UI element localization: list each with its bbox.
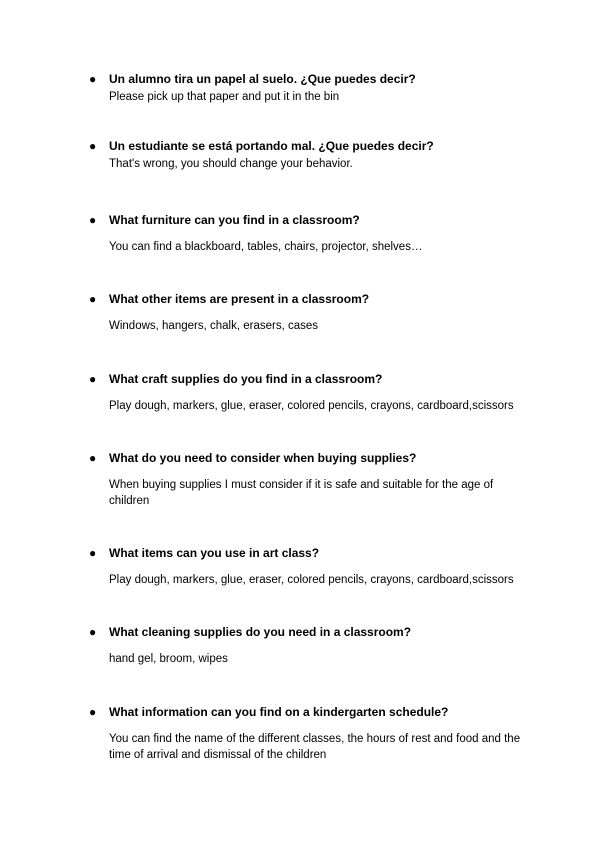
answer-text: You can find the name of the different classes, the hours of rest and food and the time of arrival and dismissal of the children: [109, 733, 521, 761]
bullet-icon: ●: [89, 705, 97, 719]
question-text: What other items are present in a classroom?: [109, 292, 370, 306]
bullet-icon: ●: [89, 625, 97, 639]
bullet-icon: ●: [89, 72, 97, 86]
answer-text: Windows, hangers, chalk, erasers, cases: [109, 320, 319, 332]
bullet-icon: ●: [89, 451, 97, 465]
answer-text: You can find a blackboard, tables, chairs, projector, shelves…: [109, 241, 423, 253]
answer-text: That's wrong, you should change your behavior.: [109, 158, 353, 170]
bullet-icon: ●: [89, 546, 97, 560]
question-text: What cleaning supplies do you need in a classroom?: [109, 625, 412, 639]
answer-text: Play dough, markers, glue, eraser, colored pencils, crayons, cardboard,scissors: [109, 400, 514, 412]
question-text: What do you need to consider when buying supplies?: [109, 451, 417, 465]
question-text: What items can you use in art class?: [109, 546, 320, 560]
bullet-icon: ●: [89, 292, 97, 306]
question-text: What information can you find on a kindergarten schedule?: [109, 705, 449, 719]
question-text: Un alumno tira un papel al suelo. ¿Que puedes decir?: [109, 72, 416, 86]
bullet-icon: ●: [89, 213, 97, 227]
question-text: What craft supplies do you find in a classroom?: [109, 372, 383, 386]
bullet-icon: ●: [89, 139, 97, 153]
answer-text: Please pick up that paper and put it in the bin: [109, 91, 340, 103]
answer-text: hand gel, broom, wipes: [109, 653, 228, 665]
answer-text: Play dough, markers, glue, eraser, colored pencils, crayons, cardboard,scissors: [109, 574, 514, 586]
question-text: Un estudiante se está portando mal. ¿Que puedes decir?: [109, 139, 434, 153]
answer-text: When buying supplies I must consider if it is safe and suitable for the age of children: [109, 479, 494, 507]
question-text: What furniture can you find in a classroom?: [109, 213, 360, 227]
bullet-icon: ●: [89, 372, 97, 386]
